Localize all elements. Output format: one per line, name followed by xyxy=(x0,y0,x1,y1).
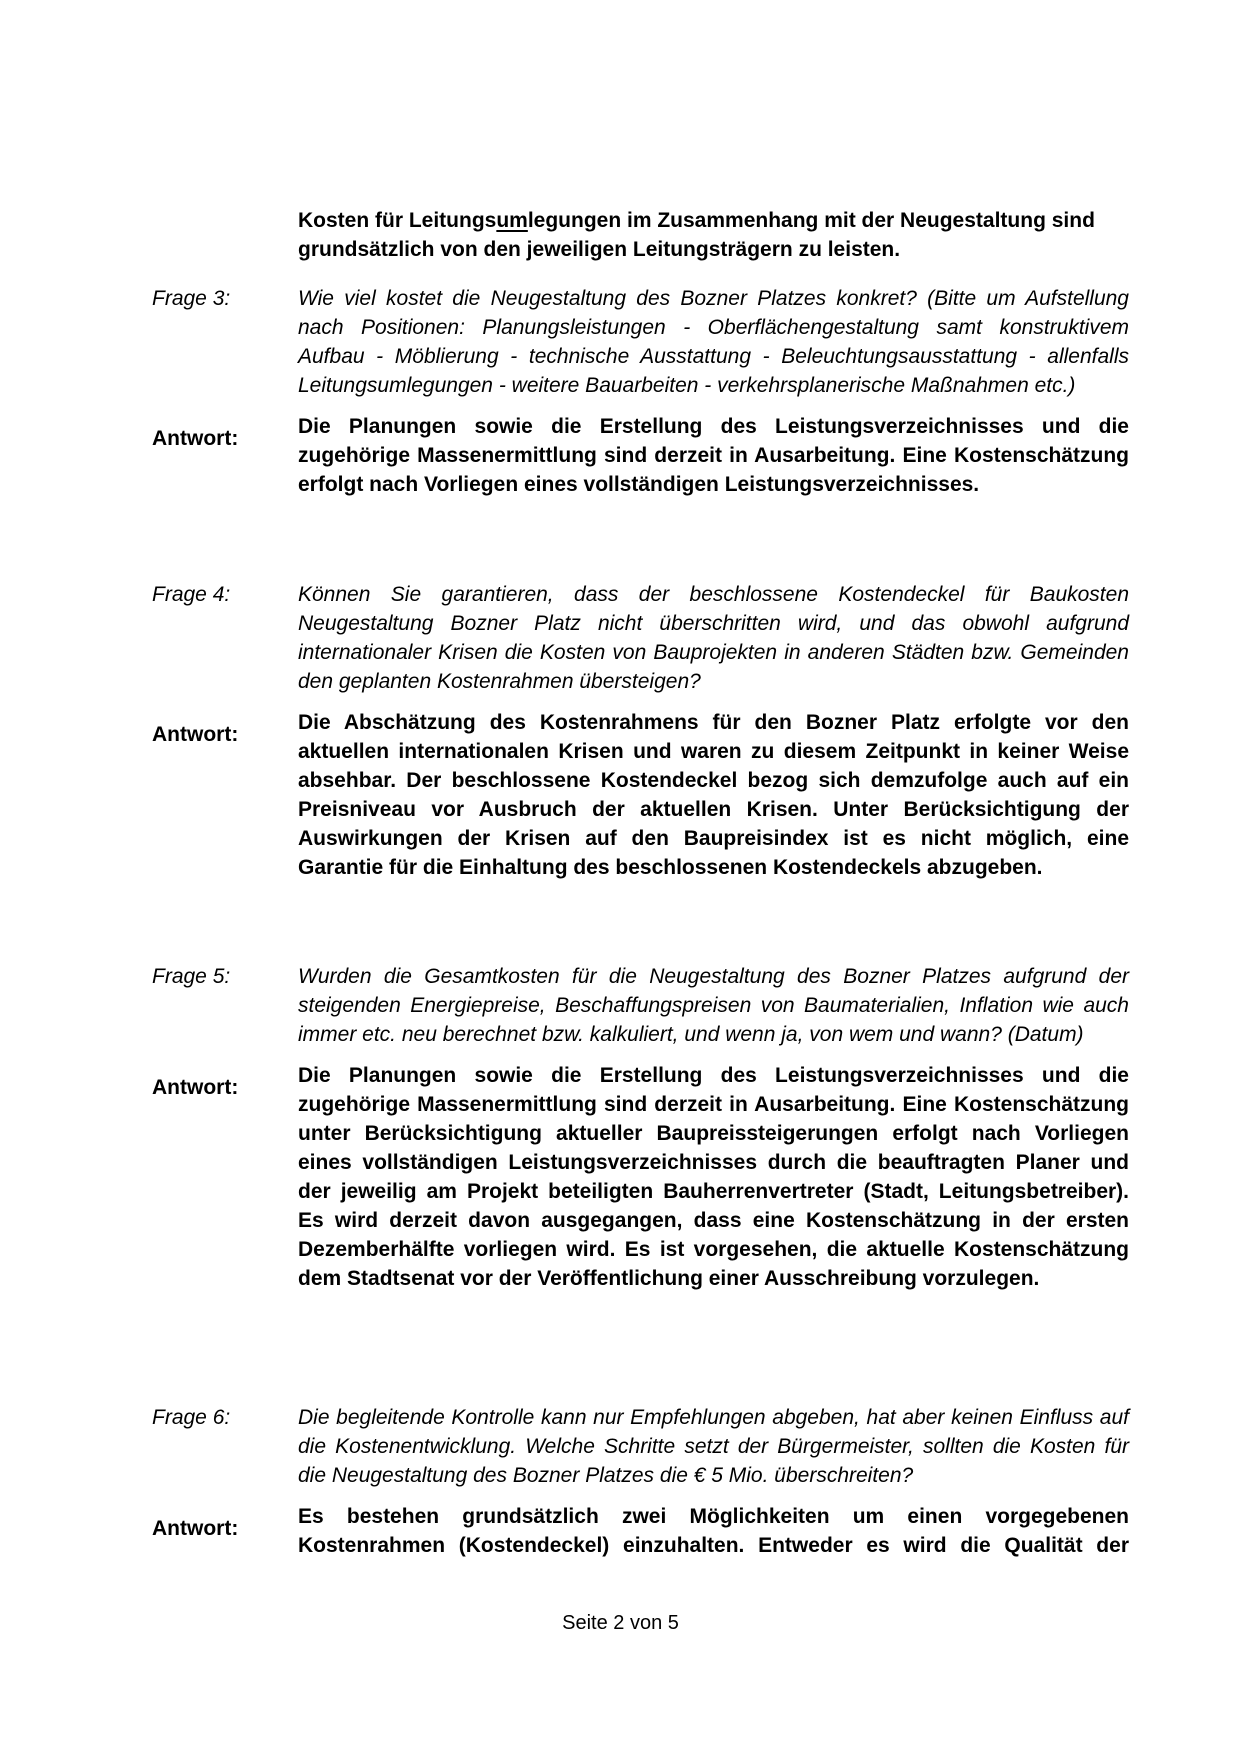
intro-text-part1: Kosten für Leitungs xyxy=(298,209,497,232)
answer-row xyxy=(0,1502,1241,1560)
question-row xyxy=(0,1403,1241,1490)
qa-block-5 xyxy=(0,962,1241,1293)
qa-block-3 xyxy=(0,284,1241,499)
page-number-footer: Seite 2 von 5 xyxy=(562,1612,679,1634)
answer-label: Antwort: xyxy=(152,427,239,450)
question-label: Frage 6: xyxy=(152,1406,231,1429)
answer-text: Es bestehen grundsätzlich zwei Möglichkeiten um einen vorgegebenen Kostenrahmen (Kostendeckel) einzuhalten. Entweder es wird die Qualität der xyxy=(298,1505,1129,1557)
answer-label: Antwort: xyxy=(152,723,239,746)
question-text: Können Sie garantieren, dass der beschlossene Kostendeckel für Baukosten Neugestaltung Bozner Platz nicht überschritten wird, und das obwohl aufgrund internationaler Krisen die Kosten von Bauprojekten in anderen Städten bzw. Gemeinden den geplanten Kostenrahmen übersteigen? xyxy=(298,583,1129,693)
question-row xyxy=(0,580,1241,696)
qa-block-6 xyxy=(0,1403,1241,1560)
answer-row xyxy=(0,708,1241,882)
answer-label: Antwort: xyxy=(152,1517,239,1540)
answer-text: Die Planungen sowie die Erstellung des Leistungsverzeichnisses und die zugehörige Massenermittlung sind derzeit in Ausarbeitung. Eine Kostenschätzung unter Berücksichtigung aktueller Baupreissteigerungen erfolgt nach Vorliegen eines vollständigen Leistungsverzeichnisses durch die beauftragten Planer und der jeweilig am Projekt beteiligten Bauherrenvertreter (Stadt, Leitungsbetreiber). Es wird derzeit davon ausgegangen, dass eine Kostenschätzung in der ersten Dezemberhälfte vorliegen wird. Es ist vorgesehen, die aktuelle Kostenschätzung dem Stadtsenat vor der Veröffentlichung einer Ausschreibung vorzulegen. xyxy=(298,1064,1129,1290)
intro-paragraph xyxy=(298,206,1129,264)
answer-row xyxy=(0,1061,1241,1293)
question-text: Wie viel kostet die Neugestaltung des Bozner Platzes konkret? (Bitte um Aufstellung nach Positionen: Planungsleistungen - Oberflächengestaltung samt konstruktivem Aufbau - Möblierung - technische Ausstattung - Beleuchtungsausstattung - allenfalls Leitungsumlegungen - weitere Bauarbeiten - verkehrsplanerische Maßnahmen etc.) xyxy=(298,287,1129,397)
answer-row xyxy=(0,412,1241,499)
answer-text: Die Planungen sowie die Erstellung des Leistungsverzeichnisses und die zugehörige Massenermittlung sind derzeit in Ausarbeitung. Eine Kostenschätzung erfolgt nach Vorliegen eines vollständigen Leistungsverzeichnisses. xyxy=(298,415,1129,496)
question-label: Frage 4: xyxy=(152,583,231,606)
question-label: Frage 3: xyxy=(152,287,231,310)
question-row xyxy=(0,962,1241,1049)
intro-text-part2: legungen im Zusammenhang mit der Neugestaltung sind grundsätzlich von den jeweiligen Leitungsträgern zu leisten. xyxy=(298,209,1095,261)
answer-label: Antwort: xyxy=(152,1076,239,1099)
question-row xyxy=(0,284,1241,400)
qa-block-4 xyxy=(0,580,1241,882)
answer-text: Die Abschätzung des Kostenrahmens für den Bozner Platz erfolgte vor den aktuellen internationalen Krisen und waren zu diesem Zeitpunkt in keiner Weise absehbar. Der beschlossene Kostendeckel bezog sich demzufolge auch auf ein Preisniveau vor Ausbruch der aktuellen Krisen. Unter Berücksichtigung der Auswirkungen der Krisen auf den Baupreisindex ist es nicht möglich, eine Garantie für die Einhaltung des beschlossenen Kostendeckels abzugeben. xyxy=(298,711,1129,879)
question-text: Die begleitende Kontrolle kann nur Empfehlungen abgeben, hat aber keinen Einfluss auf die Kostenentwicklung. Welche Schritte setzt der Bürgermeister, sollten die Kosten für die Neugestaltung des Bozner Platzes die € 5 Mio. überschreiten? xyxy=(298,1406,1129,1487)
question-label: Frage 5: xyxy=(152,965,231,988)
intro-underlined-text: um xyxy=(496,209,528,232)
question-text: Wurden die Gesamtkosten für die Neugestaltung des Bozner Platzes aufgrund der steigenden Energiepreise, Beschaffungspreisen von Baumaterialien, Inflation wie auch immer etc. neu berechnet bzw. kalkuliert, und wenn ja, von wem und wann? (Datum) xyxy=(298,965,1129,1046)
